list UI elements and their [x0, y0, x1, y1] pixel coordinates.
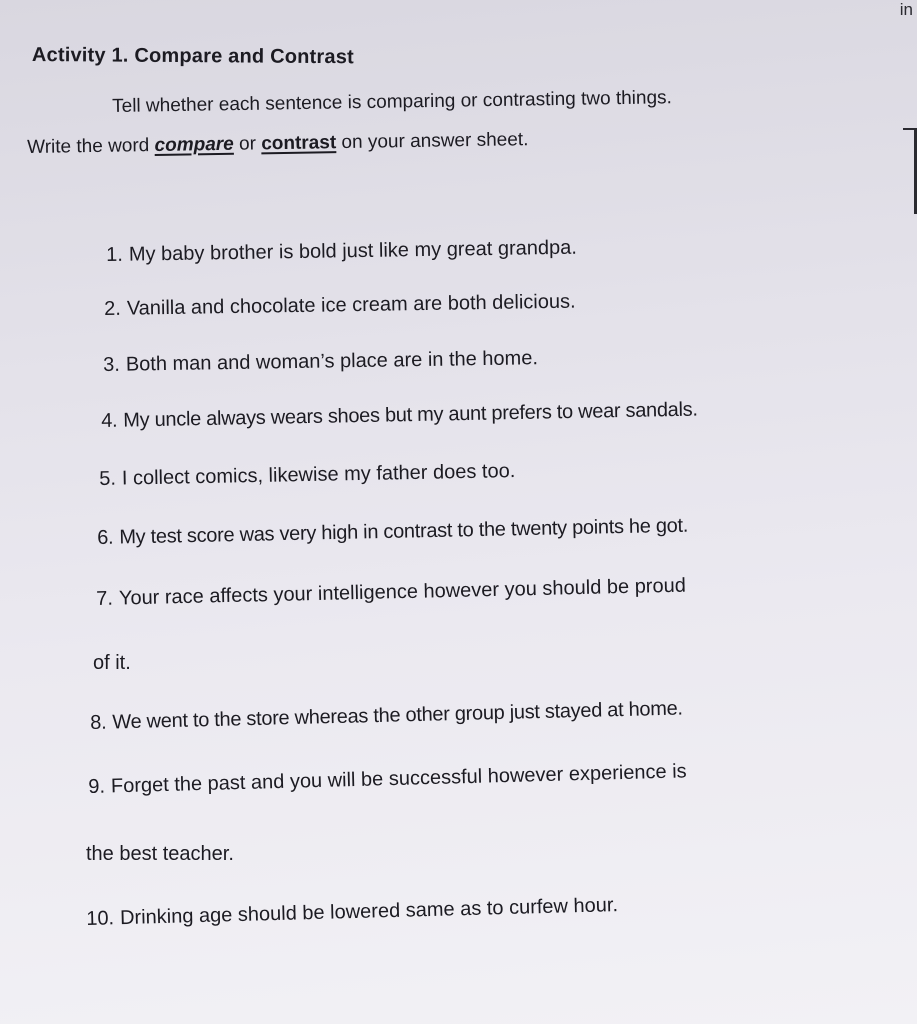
instruction-or: or [238, 133, 257, 155]
instruction-post: on your answer sheet. [341, 129, 529, 154]
page-edge-tick [903, 128, 917, 130]
instruction-line-1: Tell whether each sentence is comparing or contrasting two things. [112, 87, 673, 117]
item-text: Your race affects your intelligence however you should be proud [118, 574, 687, 610]
item-number: 9. [88, 775, 106, 798]
item-text: Drinking age should be lowered same as to curfew hour. [119, 894, 619, 930]
item-number: 2. [104, 297, 122, 320]
item-text: I collect comics, likewise my father does too. [121, 460, 516, 490]
keyword-contrast: contrast [261, 132, 337, 155]
item-text: My uncle always wears shoes but my aunt prefers to wear sandals. [123, 398, 698, 432]
item-text: We went to the store whereas the other group just stayed at home. [112, 697, 683, 734]
item-text: Both man and woman’s place are in the home. [125, 347, 539, 376]
keyword-compare: compare [154, 133, 234, 156]
list-item [101, 399, 698, 433]
list-item-continuation: of it. [93, 652, 131, 674]
list-item [88, 760, 687, 799]
list-item [97, 515, 688, 550]
item-text: My test score was very high in contrast to the twenty points he got. [119, 514, 689, 549]
list-item [90, 698, 683, 735]
list-item [106, 237, 577, 267]
list-item [86, 894, 618, 931]
item-number: 8. [90, 711, 107, 734]
instruction-pre: Write the word [27, 135, 150, 158]
item-number: 1. [106, 243, 124, 266]
item-text: Forget the past and you will be successful however experience is [110, 760, 687, 798]
list-item [96, 575, 686, 611]
page-edge-text: in [899, 0, 913, 19]
activity-title: Activity 1. Compare and Contrast [31, 44, 355, 69]
item-number: 3. [103, 353, 121, 376]
item-text: My baby brother is bold just like my great grandpa. [128, 236, 577, 266]
list-item [104, 291, 576, 321]
item-number: 5. [99, 467, 117, 490]
item-number: 4. [101, 409, 118, 432]
instruction-line-2 [27, 129, 529, 159]
item-number: 6. [97, 526, 114, 549]
item-number: 7. [96, 587, 114, 610]
item-number: 10. [86, 907, 115, 930]
list-item [103, 347, 538, 377]
list-item-continuation: the best teacher. [86, 843, 234, 865]
item-text: Vanilla and chocolate ice cream are both delicious. [126, 290, 576, 320]
list-item [99, 460, 516, 491]
